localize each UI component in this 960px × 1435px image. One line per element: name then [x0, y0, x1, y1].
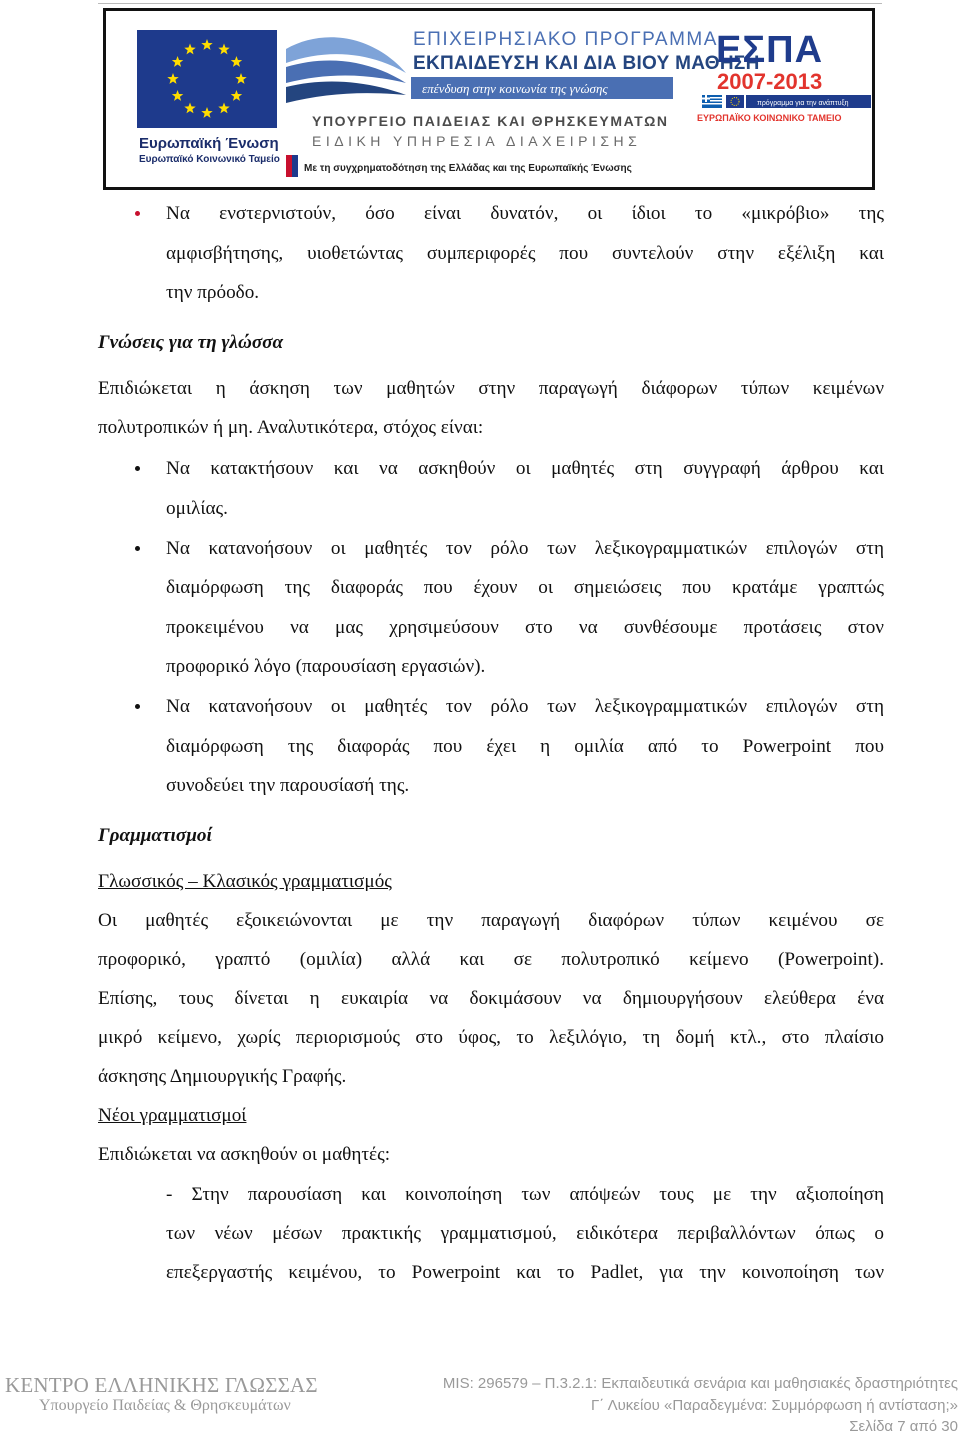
subheading-new: Νέοι γραμματισμοί — [98, 1105, 247, 1126]
footer-center-name: ΚΕΝΤΡΟ ΕΛΛΗΝΙΚΗΣ ΓΛΩΣΣΑΣ — [5, 1373, 318, 1397]
dash-item-line: - Στην παρουσίαση και κοινοποίηση των απόψεών τους με την αξιοποίηση — [166, 1184, 884, 1205]
cofund-mark — [286, 155, 292, 177]
bullet-line: Να κατανοήσουν οι μαθητές τον ρόλο των λεξικογραμματικών επιλογών στη — [166, 538, 884, 559]
eu-mini-flag-icon — [726, 95, 744, 108]
subheading-classic: Γλωσσικός – Κλασικός γραμματισμός — [98, 871, 392, 892]
bullet-line: διαμόρφωση της διαφοράς που έχουν οι σημειώσεις που κρατάμε γραπτώς — [166, 577, 884, 598]
footer-class-title: Γ΄ Λυκείου «Παραδεγμένα: Συμμόρφωση ή αντίσταση;» — [590, 1397, 958, 1414]
eu-fund: Ευρωπαϊκό Κοινωνικό Ταμείο — [139, 154, 280, 165]
footer-page-number: Σελίδα 7 από 30 — [849, 1418, 958, 1435]
op-title-1: ΕΠΙΧΕΙΡΗΣΙΑΚΟ ΠΡΟΓΡΑΜΜΑ — [413, 29, 718, 50]
bullet-line: συνοδεύει την παρουσίασή της. — [166, 775, 410, 796]
intro-bullet-line: αμφισβήτησης, υιοθετώντας συμπεριφορές που συντελούν στην εξέλιξη και — [166, 243, 884, 264]
bullet-line: προκειμένου να μας χρησιμεύσουν στο να συνθέσουμε προτάσεις στον — [166, 617, 884, 638]
section-heading-literacies: Γραμματισμοί — [98, 825, 212, 846]
header-rule — [98, 3, 882, 4]
bullet-line: Να κατακτήσουν και να ασκηθούν οι μαθητές στη συγγραφή άρθρου και — [166, 458, 884, 479]
paragraph-line: προφορικό, γραπτό (ομιλία) αλλά και σε πολυτροπικό κείμενο (Powerpoint). — [98, 949, 884, 970]
paragraph-line: Επιδιώκεται η άσκηση των μαθητών στην παραγωγή διάφορων τύπων κειμένων — [98, 378, 884, 399]
red-bullet-icon — [135, 211, 140, 216]
espa-logo-text: ΕΣΠΑ — [716, 29, 824, 71]
bullet-line: προφορικό λόγο (παρουσίαση εργασιών). — [166, 656, 486, 677]
espa-years: 2007-2013 — [717, 69, 823, 94]
bullet-line: διαμόρφωση της διαφοράς που έχει η ομιλία από το Powerpoint που — [166, 736, 884, 757]
bullet-line: Να κατανοήσουν οι μαθητές τον ρόλο των λεξικογραμματικών επιλογών στη — [166, 696, 884, 717]
op-title-2: ΕΚΠΑΙΔΕΥΣΗ ΚΑΙ ΔΙΑ ΒΙΟΥ ΜΑΘΗΣΗ — [413, 53, 760, 74]
eu-name: Ευρωπαϊκή Ένωση — [139, 135, 279, 152]
paragraph-line: πολυτροπικών ή μη. Αναλυτικότερα, στόχος είναι: — [98, 417, 484, 438]
op-slogan: επένδυση στην κοινωνία της γνώσης — [422, 81, 608, 96]
paragraph-line: Οι μαθητές εξοικειώνονται με την παραγωγή διαφόρων τύπων κειμένου σε — [98, 910, 884, 931]
cofunding-text: Με τη συγχρηματοδότηση της Ελλάδας και της Ευρωπαϊκής Ένωσης — [304, 163, 632, 174]
esf-label: ΕΥΡΩΠΑΪΚΟ ΚΟΙΝΩΝΙΚΟ ΤΑΜΕΙΟ — [697, 113, 842, 123]
dash-item-line: των νέων μέσων πρακτικής γραμματισμού, ειδικότερα περιβαλλόντων όπως ο — [166, 1223, 884, 1244]
greek-flag-icon — [702, 95, 722, 108]
dash-item-line: επεξεργαστής κειμένου, το Powerpoint και το Padlet, για την κοινοποίηση των — [166, 1262, 884, 1283]
footer-ministry: Υπουργείο Παιδείας & Θρησκευμάτων — [39, 1397, 291, 1414]
bullet-icon — [135, 466, 140, 471]
header-banner — [103, 8, 875, 190]
section-heading-language: Γνώσεις για τη γλώσσα — [98, 332, 284, 353]
paragraph-line: Επιδιώκεται να ασκηθούν οι μαθητές: — [98, 1144, 391, 1165]
book-wing-bottom-icon — [286, 81, 406, 103]
paragraph-line: Επίσης, τους δίνεται η ευκαιρία να δοκιμάσουν να δημιουργήσουν ελεύθερα ένα — [98, 988, 884, 1009]
paragraph-line: άσκησης Δημιουργικής Γραφής. — [98, 1066, 347, 1087]
espa-slogan: πρόγραμμα για την ανάπτυξη — [757, 100, 849, 107]
ministry-name: ΥΠΟΥΡΓΕΙΟ ΠΑΙΔΕΙΑΣ ΚΑΙ ΘΡΗΣΚΕΥΜΑΤΩΝ — [312, 113, 669, 129]
bullet-icon — [135, 546, 140, 551]
paragraph-line: μικρό κείμενο, χωρίς περιορισμούς στο ύφος, το λεξιλόγιο, τη δομή κτλ., στο πλαίσιο — [98, 1027, 884, 1048]
bullet-icon — [135, 704, 140, 709]
intro-bullet-line: Να ενστερνιστούν, όσο είναι δυνατόν, οι ίδιοι το «μικρόβιο» της — [166, 203, 884, 224]
bullet-line: ομιλίας. — [166, 498, 228, 519]
footer-mis: MIS: 296579 – Π.3.2.1: Εκπαιδευτικά σενάρια και μαθησιακές δραστηριότητες — [442, 1375, 958, 1392]
intro-bullet-line: την πρόοδο. — [166, 282, 260, 303]
special-service: ΕΙΔΙΚΗ ΥΠΗΡΕΣΙΑ ΔΙΑΧΕΙΡΙΣΗΣ — [312, 133, 642, 149]
